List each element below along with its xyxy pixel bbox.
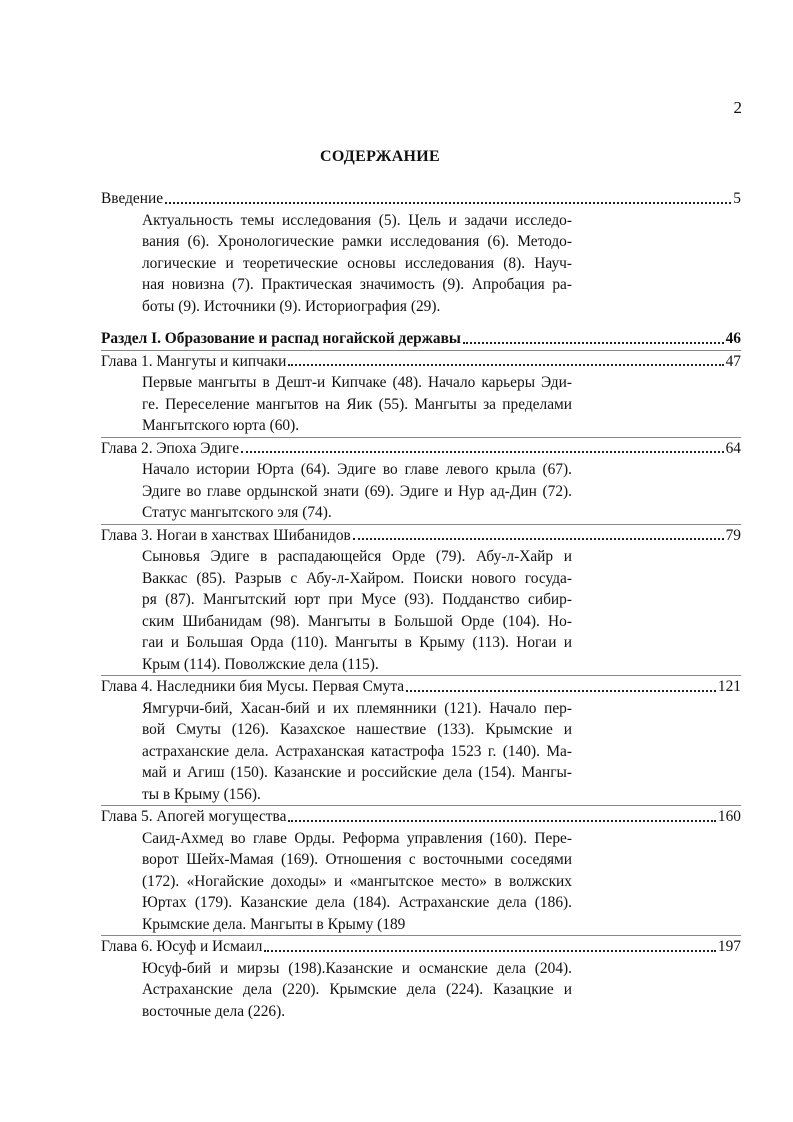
toc-entry-title: Глава 1. Мангуты и кипчаки [101,352,287,370]
toc-entry-page: 47 [725,352,741,370]
toc-entry-line [101,328,741,350]
description-line: ге. Переселение мангытов на Яик (55). Мангыты за пределами [142,395,572,413]
description-line: вой Смуты (126). Казахское нашествие (133). Крымские и [142,721,572,738]
description-line: Юсуф-бий и мирзы (198).Казанские и османские дела (204). [142,959,572,977]
toc-entry-description [142,372,572,437]
toc-entry-line [101,525,741,547]
toc-entry-title: Введение [101,190,164,207]
toc-entry-page: 5 [733,190,741,207]
dot-leader [406,686,716,692]
description-line: восточные дела (226). [142,1002,286,1020]
page-number: 2 [733,98,742,117]
description-line: (172). «Ногайские доходы» и «мангытское место» в волжских [142,872,572,890]
description-line: ты в Крыму (156). [142,785,261,803]
toc-entry-line [101,188,741,210]
description-line: Первые мангыты в Дешт-и Кипчаке (48). Начало карьеры Эди- [142,374,572,391]
description-line: Крым (114). Поволжские дела (115). [142,655,379,673]
toc-entry-description [142,459,572,524]
toc-entry-page: 160 [717,808,741,825]
toc-entry-line [101,351,741,373]
dot-leader [463,338,724,344]
description-line: Саид-Ахмед во главе Орды. Реформа управления (160). Пере- [142,829,572,847]
description-line: Ямгурчи-бий, Хасан-бий и их племянники (121). Начало пер- [142,699,572,717]
toc-entry-page: 121 [717,678,741,695]
toc-entry-page: 46 [725,330,741,347]
description-line: логические и теоретические основы исследования (8). Науч- [142,254,572,272]
description-line: ря (87). Мангытский юрт при Мусе (93). Подданство сибир- [142,591,572,608]
dot-leader [165,198,731,204]
description-line: Юртах (179). Казанские дела (184). Астраханские дела (186). [142,894,572,911]
toc-entry-line [101,438,741,460]
description-line: Мангытского юрта (60). [142,417,300,434]
toc-entry-title: Глава 5. Апогей могущества [101,808,287,825]
toc-entry-title: Раздел I. Образование и распад ногайской державы [101,330,461,347]
description-line: гаи и Большая Орда (110). Мангыты в Крыму (113). Ногаи и [142,634,572,651]
description-line: Ваккас (85). Разрыв с Абу-л-Хайром. Поиски нового госуда- [142,569,572,587]
toc-entry [101,805,741,935]
dot-leader [288,816,715,822]
toc-entry-description [142,828,572,936]
description-line: Сыновья Эдиге в распадающейся Орде (79). Абу-л-Хайр и [142,548,572,565]
toc-entry [101,328,741,350]
description-line: астраханские дела. Астраханская катастрофа 1523 г. (140). Ма- [142,742,572,760]
description-line: Статус мангытского эля (74). [142,504,332,521]
description-line: май и Агиш (150). Казанские и российские дела (154). Мангы- [142,764,572,781]
toc-entry-description [142,210,572,318]
description-line: вания (6). Хронологические рамки исследования (6). Методо- [142,233,572,250]
toc-entry [101,350,741,437]
description-line: ворот Шейх-Мамая (169). Отношения с восточными соседями [142,851,572,868]
dot-leader [353,534,724,540]
description-line: Крымские дела. Мангыты в Крыму (189 [142,915,406,933]
toc-entry-description [142,698,572,806]
dot-leader [264,946,716,952]
description-line: Актуальность темы исследования (5). Цель и задачи исследо- [142,211,572,229]
toc-entry [101,675,741,805]
description-line: Эдиге во главе ордынской знати (69). Эдиге и Нур ад-Дин (72). [142,482,572,500]
dot-leader [241,447,724,453]
description-line: ная новизна (7). Практическая значимость (9). Апробация ра- [142,276,572,293]
toc-entry [101,437,741,524]
toc-entry [101,188,741,317]
toc-entry [101,935,741,1022]
toc-entry-page: 197 [717,938,741,955]
toc-entry-line [101,936,741,958]
toc-entry-page: 79 [725,526,741,544]
table-of-contents [101,188,741,1022]
dot-leader [288,360,723,366]
description-line: ским Шибанидам (98). Мангыты в Большой Орде (104). Но- [142,612,572,630]
toc-entry-description [142,546,572,675]
toc-entry-title: Глава 2. Эпоха Эдиге [101,439,240,457]
toc-entry-title: Глава 3. Ногаи в ханствах Шибанидов [101,526,351,544]
toc-entry-description [142,958,572,1023]
toc-entry-line [101,806,741,828]
toc-entry-page: 64 [725,439,741,457]
description-line: Начало истории Юрта (64). Эдиге во главе левого крыла (67). [142,461,572,478]
toc-entry-line [101,676,741,698]
description-line: боты (9). Источники (9). Историография (29). [142,297,441,315]
page-title: СОДЕРЖАНИЕ [319,148,441,165]
toc-entry [101,524,741,676]
toc-entry-title: Глава 4. Наследники бия Мусы. Первая Смута [101,678,405,695]
description-line: Астраханские дела (220). Крымские дела (224). Казацкие и [142,981,572,998]
toc-entry-title: Глава 6. Юсуф и Исмаил [101,938,263,955]
